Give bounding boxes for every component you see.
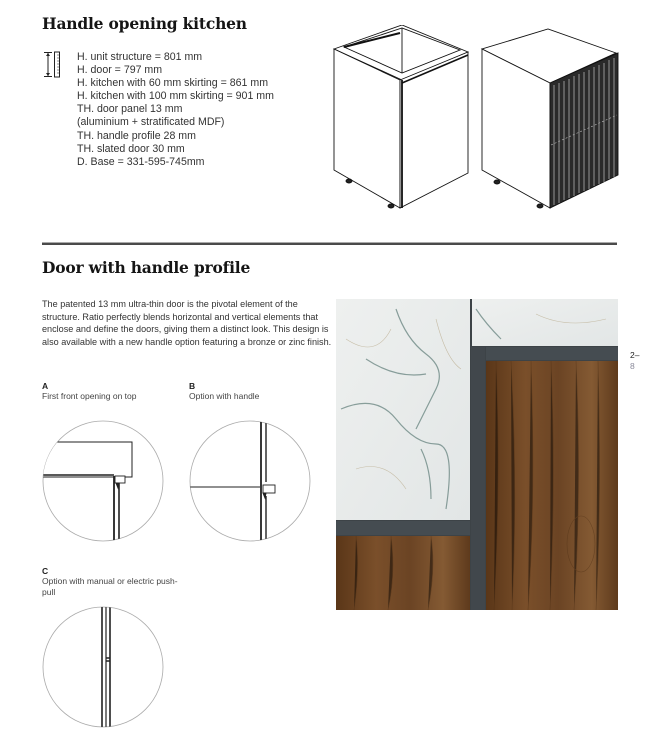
detail-c-caption: [42, 566, 182, 597]
spec-item: TH. door panel 13 mm: [77, 103, 183, 116]
spec-item: H. door = 797 mm: [77, 64, 163, 77]
detail-a-caption: [42, 381, 137, 402]
detail-b-drawing: [189, 420, 311, 542]
detail-caption: Option with handle: [189, 391, 260, 401]
spec-item: H. unit structure = 801 mm: [77, 51, 203, 63]
section-title-door-handle: Door with handle profile: [42, 258, 251, 277]
page-number-bottom: 8: [630, 361, 635, 371]
spec-item: H. kitchen with 60 mm skirting = 861 mm: [77, 77, 269, 90]
detail-letter: B: [189, 381, 196, 391]
detail-letter: C: [42, 566, 49, 576]
marble-panel-top: [472, 299, 618, 346]
section-divider: [42, 242, 617, 245]
material-photo: [336, 299, 618, 610]
slatted-cabinet-drawing: [482, 29, 618, 208]
page-number-top: 2–: [630, 350, 640, 360]
spec-list: [77, 51, 274, 169]
spec-item: TH. handle profile 28 mm: [77, 129, 196, 142]
spec-item: TH. slated door 30 mm: [77, 142, 185, 155]
cabinet-illustrations: [330, 25, 630, 215]
detail-a-drawing: [42, 420, 164, 542]
marble-panel-left: [336, 299, 470, 520]
description-paragraph: The patented 13 mm ultra-thin door is the pivotal element of the structure. Ratio perfectly blends horizontal and vertical elements that enclose and define the doors, giving them a distinct look. This design is also available with a new handle option featuring a bronze or zinc finish.: [42, 299, 332, 347]
page-number: [630, 350, 639, 372]
open-cabinet-drawing: [334, 25, 468, 208]
detail-letter: A: [42, 381, 49, 391]
spec-item: (aluminium + stratificated MDF): [77, 116, 225, 129]
height-measure-icon: [42, 51, 62, 79]
spec-item: H. kitchen with 100 mm skirting = 901 mm: [77, 90, 274, 103]
detail-caption: Option with manual or electric push-pull: [42, 576, 178, 597]
detail-b-caption: [189, 381, 259, 402]
section-title-handle-opening: Handle opening kitchen: [42, 14, 247, 33]
spec-item: D. Base = 331-595-745mm: [77, 155, 205, 168]
detail-c-drawing: [42, 606, 164, 728]
detail-caption: First front opening on top: [42, 391, 137, 401]
